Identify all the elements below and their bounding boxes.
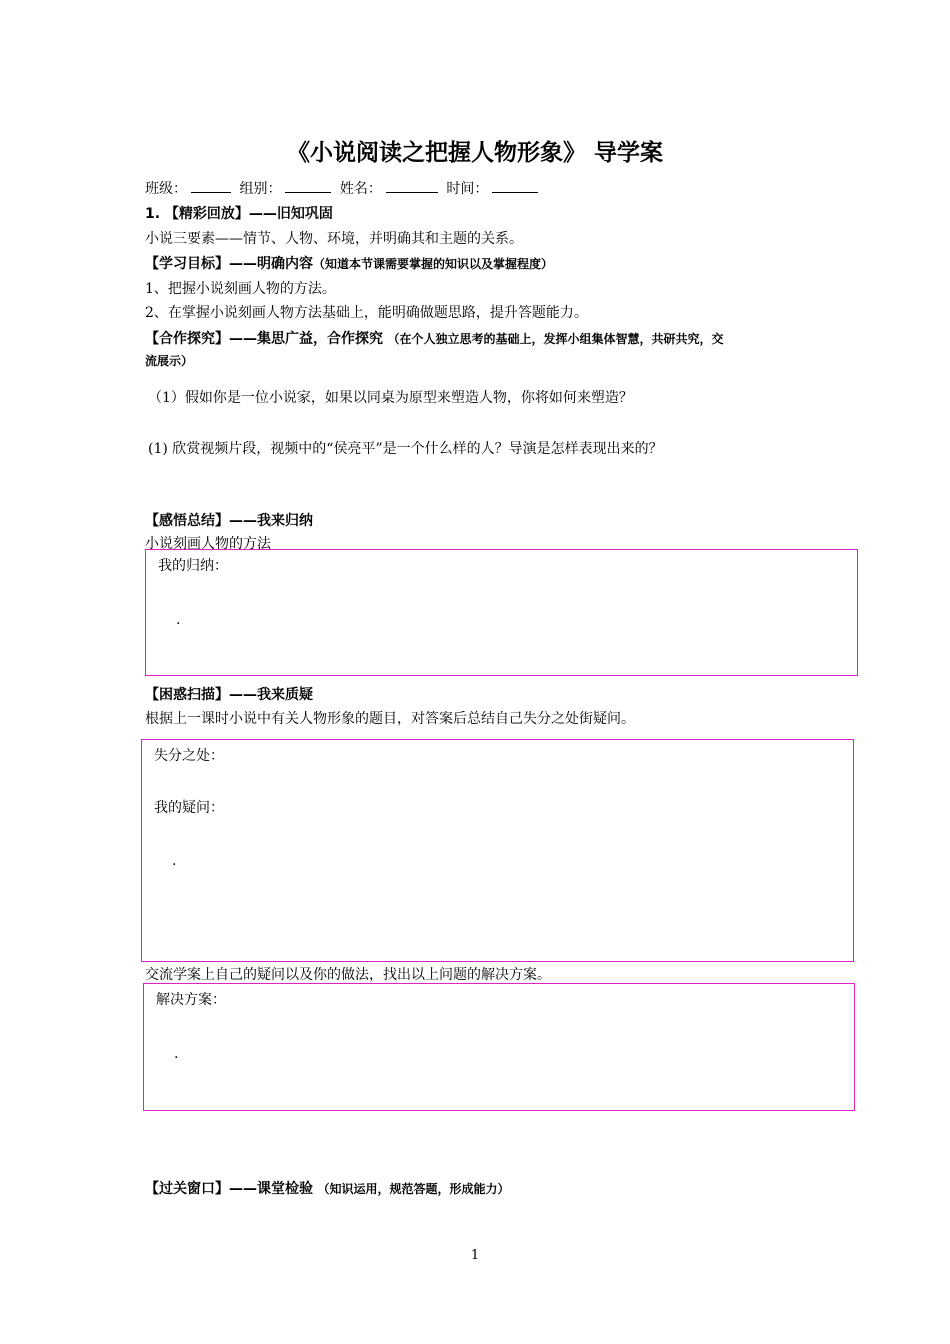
doubt-box-label-lost: 失分之处：: [154, 748, 224, 764]
page-number: 1: [470, 1248, 480, 1263]
class-blank[interactable]: [191, 178, 231, 193]
checkpoint-heading-line: [145, 1178, 509, 1198]
doubt-box-label-question: 我的疑问：: [154, 800, 224, 816]
doubt-heading: 【困惑扫描】——我来质疑: [145, 687, 313, 703]
time-label: 时间：: [446, 181, 489, 197]
group-blank[interactable]: [285, 178, 331, 193]
goals-note: （知道本节课需要掌握的知识以及掌握程度）: [313, 257, 554, 271]
summary-box[interactable]: [145, 549, 858, 676]
goal-item-2: 2、在掌握小说刻画人物方法基础上，能明确做题思路，提升答题能力。: [145, 305, 588, 321]
exchange-text: 交流学案上自己的疑问以及你的做法，找出以上问题的解决方案。: [145, 967, 551, 983]
summary-box-label: 我的归纳：: [158, 558, 228, 574]
explore-question-2: (1) 欣赏视频片段，视频中的“侯亮平”是一个什么样的人？导演是怎样表现出来的？: [148, 441, 663, 457]
time-blank[interactable]: [492, 178, 538, 193]
checkpoint-heading: 【过关窗口】——课堂检验: [145, 1181, 313, 1197]
name-blank[interactable]: [386, 178, 438, 193]
info-line: [145, 178, 542, 198]
doubt-box-dot: .: [172, 853, 177, 869]
goal-item-1: 1、把握小说刻画人物的方法。: [145, 281, 336, 297]
solution-box[interactable]: [143, 983, 855, 1111]
group-label: 组别：: [239, 181, 282, 197]
explore-heading-line: [145, 328, 723, 348]
solution-box-dot: .: [174, 1046, 179, 1062]
goals-heading-line: [145, 253, 553, 273]
explore-note-1: （在个人独立思考的基础上，发挥小组集体智慧，共研共究，交: [387, 332, 724, 346]
summary-box-dot: .: [176, 612, 181, 628]
page-title: 《小说阅读之把握人物形象》 导学案: [286, 139, 663, 166]
name-label: 姓名：: [339, 181, 382, 197]
summary-text: 小说刻画人物的方法: [145, 536, 271, 552]
doubt-box[interactable]: [141, 739, 854, 962]
solution-box-label: 解决方案：: [156, 992, 226, 1008]
checkpoint-note: （知识运用，规范答题，形成能力）: [317, 1182, 510, 1196]
class-label: 班级：: [145, 181, 187, 197]
review-text: 小说三要素——情节、人物、环境，并明确其和主题的关系。: [145, 231, 523, 247]
summary-heading: 【感悟总结】——我来归纳: [145, 513, 313, 529]
review-heading: 1. 【精彩回放】——旧知巩固: [145, 206, 333, 222]
explore-note-2: 流展示）: [145, 354, 194, 368]
explore-heading: 【合作探究】——集思广益，合作探究: [145, 331, 383, 347]
explore-question-1: （1）假如你是一位小说家，如果以同桌为原型来塑造人物，你将如何来塑造？: [148, 390, 633, 406]
doubt-text: 根据上一课时小说中有关人物形象的题目，对答案后总结自己失分之处街疑问。: [145, 711, 635, 727]
goals-heading: 【学习目标】——明确内容: [145, 256, 313, 272]
